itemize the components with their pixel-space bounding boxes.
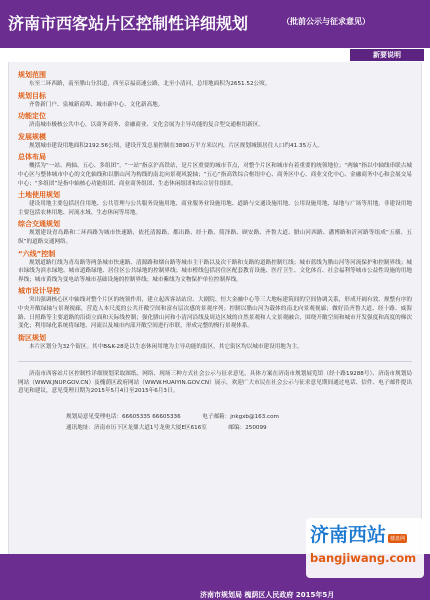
document-panel [8,62,422,554]
section [18,190,412,217]
page-title: 济南市西客站片区控制性详细规划 [8,14,249,33]
section-paragraph: 规划城市建设用地面积2192.56公顷，建设开发总量控制在3890万平方米以内，片区规划城镇居住人口约41.35万人。 [29,142,323,149]
header-banner [0,0,430,48]
address-value: 济南市历下区龙鼎大道1号龙奥大厦E区616室 [93,425,207,432]
section-paragraph: 建设用地主要包括居住用地、公共管理与公共服务设施用地、商业服务业设施用地、道路与交通设施用地、公用设施用地、绿地与广场等用地。非建设用地主要包括农林用地、河流水域、生态休闲等用地。 [18,201,412,216]
watermark-logo [306,518,424,578]
phone-value: 66605335 66605336 [121,414,181,421]
postcode-value: 250099 [245,425,267,432]
section [18,152,412,188]
section-title: 城市设计导控 [18,287,60,296]
section-list [18,70,412,351]
section [18,132,412,151]
section-paragraph: 齐鲁新门户、泉城新商埠、城市新中心、文化新高地。 [29,101,164,108]
section-paragraph: 济南城市极核公共中心，以商务商务、金融商业、文化会展为主导功能的复合型交通枢纽新区。 [29,122,264,129]
address-label: 通讯地址： [66,425,94,432]
notice-block [18,361,412,396]
section-paragraph: 本片区划分为32个街区。其中B&K-28是以生态休闲用地为主导功能的街区，其它街区均以城市建设用地为主。 [29,343,303,350]
section [18,286,412,330]
section-title: 规划范围 [18,71,46,79]
section-title: “六线”控制 [18,249,56,258]
section-title: 街区规划 [18,333,46,342]
notice-text: 济南市西客站片区控制性详细规划采取图纸、网络、现场三种方式社会公示与征求意见，具体方案在济南市规划展览馆（经十路19288号）、济南市规划局网站（WWW.JNUP.GOV.CN）及槐荫区政府网站（WWW.HUAIYIN.GOV.CN）展示。欢迎广大市民在社会公示与征求意见期间通过电话、信件、电子邮件提出意见和建议，意见受理日期为2015年5月4日至2015年6月3日。 [18,371,412,395]
section-title: 综合交通规划 [18,220,60,229]
footer-text: 济南市规划局 槐荫区人民政府 2015年5月 [200,591,335,599]
section [18,111,412,130]
logo-chinese-text: 济南西站 [310,524,387,546]
phone-label: 规划局意见受理电话： [66,414,122,421]
section-title: 功能定位 [18,112,46,121]
section [18,219,412,246]
section-paragraph: 概括为“一站、两轴、五心、多组团”。“一站”指京沪高铁站，是片区重要的城市节点，对整个片区和城市有着重要的统领地位；“两轴”指以中轴线串联古城中心区与整体城市中心的文化轴线和以腊山河为构线的南北向景观风貌轴；“五心”指高铁综合枢纽中心、商务区中心、商业文化中心、金融商务中心和会展交易中心；“多组团”是指中轴核心功能组团、商业商务组团、生态休闲组团和综合居住组团。 [18,163,412,187]
section-paragraph: 规划建设青岛路和二环西路为城市快速路，依托清源路、都出路、经十路、简泽路、顾安路、齐鲁大道、腊山河西路、潘博路和沂河路等组成“五横、五纵”的道路交通网络。 [18,230,412,245]
section-title: 发展规模 [18,132,46,141]
section [18,249,412,285]
section-title: 规划目标 [18,91,46,100]
section [18,70,412,89]
section [18,333,412,352]
section-paragraph: 突出强调核心区中轴线对整个片区的统领作用，建立起西客站站房、大剧院、恒大金融中心等三大地标建筑间的空间协调关系，形成开阔有效、规整有序的中央开敞绿轴与景观视廊，营造人本尺度的公共开敞空间和富有层次感的景观序列；控制以腊山河为载体的南北向景观视廊；做好沿齐鲁大道、经十路、威海路、日照路等主要道路的沿街立面和天际线控制；强化腊山河和小清河沿线及周边区域的自然景观和人文景观融合，围绕开敞空间和城市开发强度和高度的梯次变化；利用绿化系统将绿地、河流以及城市内部开敞空间进行串联，形成完整的慢行景观体系。 [18,297,412,330]
logo-badge: 楼盘网 [390,536,406,542]
contact-row-address [66,423,412,434]
email-value[interactable]: jnkgxb@163.com [230,414,279,421]
contact-row-phone [66,412,412,423]
section-title: 土地使用规划 [18,191,60,200]
postcode-label: 邮编： [228,425,246,432]
section-paragraph: 规划道路红线为青岛路等两条城市快速路、清源路和烟台路等城市主干路以及次干路和支路的道路控制红线；城市蓝线为腊山河等河流保护和控制界线；城市绿线为滨水绿地、城市道路绿地、居住区公共绿地的控制界线；城市橙线包括居住区配套教育设施、医疗卫生、文化体育、社会福利等城市公益性设施的用地界线；城市黄线为变电站等城市基础设施的控制界线；城市紫线为文物保护单位控制界线。 [18,259,412,283]
section-title: 总体布局 [18,153,46,162]
contact-block [18,412,412,434]
document-body [9,62,421,434]
section [18,91,412,110]
section-paragraph: 东至二环西路，南至腊山分洪道，西至京福高速公路，北至小清河，总用地面积为2651.52公顷。 [29,81,271,87]
section-tag: 新要说明 [350,49,424,61]
email-label: 电子邮箱： [202,414,231,421]
logo-domain-text: bangjiwang.com [310,551,417,565]
page-subtitle: （批前公示与征求意见） [282,17,370,26]
